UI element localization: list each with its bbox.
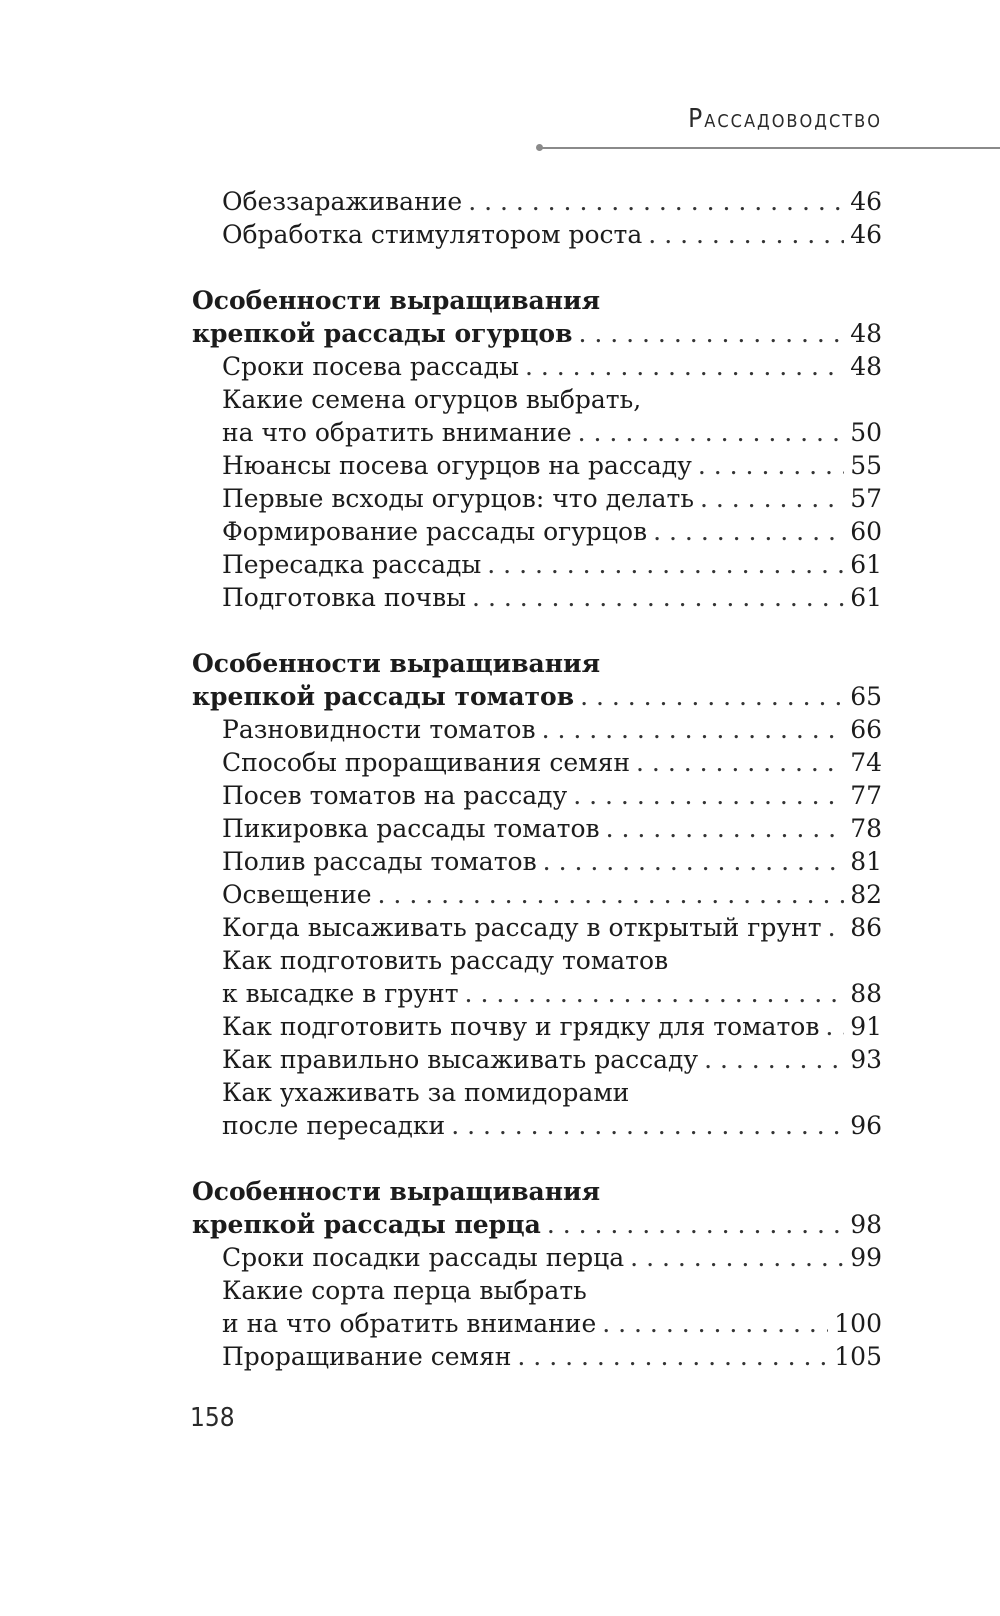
toc-section-title: крепкой рассады огурцов bbox=[192, 319, 573, 348]
toc-entry-text: Обеззараживание bbox=[222, 187, 463, 216]
toc-entry bbox=[192, 449, 882, 482]
dot-leader bbox=[378, 878, 845, 911]
toc-entry-page: 105 bbox=[834, 1342, 882, 1371]
toc-entry bbox=[192, 911, 882, 944]
toc-entry bbox=[192, 185, 882, 218]
toc-entry bbox=[192, 416, 882, 449]
dot-leader bbox=[542, 713, 845, 746]
toc-entry-page: 100 bbox=[834, 1309, 882, 1338]
toc-entry bbox=[192, 548, 882, 581]
dot-leader bbox=[698, 449, 844, 482]
toc-entry-text: Подготовка почвы bbox=[222, 583, 467, 612]
toc-entry-text: Как подготовить рассаду томатов bbox=[222, 946, 669, 975]
toc-entry-page: 46 bbox=[850, 220, 882, 249]
toc-entry bbox=[192, 350, 882, 383]
dot-leader bbox=[451, 1109, 844, 1142]
toc-entry-page: 96 bbox=[850, 1111, 882, 1140]
toc-entry bbox=[192, 779, 882, 812]
toc-entry-page: 86 bbox=[850, 913, 882, 942]
toc-entry-page: 55 bbox=[850, 451, 882, 480]
toc-entry-text: на что обратить внимание bbox=[222, 418, 572, 447]
toc-entry-page: 78 bbox=[850, 814, 882, 843]
dot-leader bbox=[573, 779, 844, 812]
toc-entry-text: Освещение bbox=[222, 880, 372, 909]
toc-section-heading bbox=[192, 1175, 882, 1208]
table-of-contents bbox=[192, 185, 882, 1373]
toc-entry-page: 48 bbox=[850, 352, 882, 381]
toc-entry-page: 46 bbox=[850, 187, 882, 216]
toc-section-title: крепкой рассады перца bbox=[192, 1210, 541, 1239]
toc-entry-text: Сроки посадки рассады перца bbox=[222, 1243, 625, 1272]
dot-leader bbox=[606, 812, 845, 845]
toc-entry-page: 61 bbox=[850, 550, 882, 579]
toc-entry bbox=[192, 746, 882, 779]
header-rule bbox=[540, 147, 1000, 149]
toc-entry bbox=[192, 977, 882, 1010]
toc-entry bbox=[192, 1043, 882, 1076]
dot-leader bbox=[648, 218, 844, 251]
page-number: 158 bbox=[190, 1403, 235, 1433]
toc-entry-text: Как ухаживать за помидорами bbox=[222, 1078, 630, 1107]
dot-leader bbox=[630, 1241, 844, 1274]
toc-entry-text: Когда высаживать рассаду в открытый грунт bbox=[222, 913, 822, 942]
toc-section-title: Особенности выращивания bbox=[192, 1177, 601, 1206]
toc-entry-text: Сроки посева рассады bbox=[222, 352, 519, 381]
dot-leader bbox=[825, 1010, 844, 1043]
toc-entry-page: 66 bbox=[850, 715, 882, 744]
toc-entry-text: Разновидности томатов bbox=[222, 715, 536, 744]
dot-leader bbox=[487, 548, 844, 581]
toc-entry bbox=[192, 812, 882, 845]
dot-leader bbox=[704, 1043, 844, 1076]
toc-entry bbox=[192, 845, 882, 878]
toc-entry-text: к высадке в грунт bbox=[222, 979, 459, 1008]
toc-entry-text: Способы проращивания семян bbox=[222, 748, 631, 777]
toc-entry-text: Проращивание семян bbox=[222, 1342, 512, 1371]
dot-leader bbox=[465, 977, 845, 1010]
toc-section-heading bbox=[192, 680, 882, 713]
running-header-title: Рассадоводство bbox=[688, 104, 882, 134]
toc-entry-page: 65 bbox=[850, 682, 882, 711]
toc-entry bbox=[192, 1109, 882, 1142]
toc-entry bbox=[192, 1307, 882, 1340]
toc-entry-page: 50 bbox=[850, 418, 882, 447]
toc-entry-text: Какие сорта перца выбрать bbox=[222, 1276, 587, 1305]
toc-entry bbox=[192, 1076, 882, 1109]
toc-entry-page: 77 bbox=[850, 781, 882, 810]
toc-entry bbox=[192, 713, 882, 746]
dot-leader bbox=[828, 911, 845, 944]
toc-section-title: крепкой рассады томатов bbox=[192, 682, 575, 711]
toc-entry-text: Первые всходы огурцов: что делать bbox=[222, 484, 694, 513]
toc-entry-text: Как правильно высаживать рассаду bbox=[222, 1045, 699, 1074]
toc-section-heading bbox=[192, 1208, 882, 1241]
toc-section-heading bbox=[192, 317, 882, 350]
dot-leader bbox=[602, 1307, 828, 1340]
dot-leader bbox=[543, 845, 845, 878]
toc-entry-page: 82 bbox=[850, 880, 882, 909]
toc-entry-page: 99 bbox=[850, 1243, 882, 1272]
toc-entry bbox=[192, 383, 882, 416]
toc-entry-text: Пересадка рассады bbox=[222, 550, 482, 579]
toc-entry bbox=[192, 944, 882, 977]
toc-entry bbox=[192, 1274, 882, 1307]
dot-leader bbox=[517, 1340, 828, 1373]
toc-entry bbox=[192, 1241, 882, 1274]
toc-entry-text: Формирование рассады огурцов bbox=[222, 517, 648, 546]
toc-entry-text: Посев томатов на рассаду bbox=[222, 781, 568, 810]
toc-entry-page: 48 bbox=[850, 319, 882, 348]
toc-entry bbox=[192, 878, 882, 911]
dot-leader bbox=[472, 581, 844, 614]
toc-entry-page: 81 bbox=[850, 847, 882, 876]
toc-entry-page: 57 bbox=[850, 484, 882, 513]
dot-leader bbox=[578, 416, 845, 449]
toc-entry-text: Нюансы посева огурцов на рассаду bbox=[222, 451, 692, 480]
toc-section-title: Особенности выращивания bbox=[192, 286, 601, 315]
toc-entry-text: и на что обратить внимание bbox=[222, 1309, 597, 1338]
toc-entry-text: Пикировка рассады томатов bbox=[222, 814, 600, 843]
dot-leader bbox=[468, 185, 844, 218]
toc-entry bbox=[192, 1340, 882, 1373]
toc-entry bbox=[192, 515, 882, 548]
dot-leader bbox=[653, 515, 844, 548]
dot-leader bbox=[580, 680, 844, 713]
toc-entry-page: 98 bbox=[850, 1210, 882, 1239]
dot-leader bbox=[525, 350, 844, 383]
toc-entry-page: 74 bbox=[850, 748, 882, 777]
toc-entry-text: после пересадки bbox=[222, 1111, 446, 1140]
toc-section-heading bbox=[192, 284, 882, 317]
toc-section-title: Особенности выращивания bbox=[192, 649, 601, 678]
toc-entry-page: 93 bbox=[850, 1045, 882, 1074]
toc-entry-text: Обработка стимулятором роста bbox=[222, 220, 643, 249]
toc-entry bbox=[192, 482, 882, 515]
dot-leader bbox=[636, 746, 844, 779]
toc-entry-page: 60 bbox=[850, 517, 882, 546]
toc-entry bbox=[192, 581, 882, 614]
toc-entry-text: Какие семена огурцов выбрать, bbox=[222, 385, 642, 414]
toc-entry-text: Как подготовить почву и грядку для томатов bbox=[222, 1012, 820, 1041]
toc-section-heading bbox=[192, 647, 882, 680]
toc-entry-page: 88 bbox=[850, 979, 882, 1008]
toc-entry-page: 61 bbox=[850, 583, 882, 612]
toc-entry bbox=[192, 218, 882, 251]
dot-leader bbox=[547, 1208, 844, 1241]
toc-entry bbox=[192, 1010, 882, 1043]
dot-leader bbox=[700, 482, 844, 515]
dot-leader bbox=[578, 317, 844, 350]
toc-entry-page: 91 bbox=[850, 1012, 882, 1041]
toc-entry-text: Полив рассады томатов bbox=[222, 847, 537, 876]
